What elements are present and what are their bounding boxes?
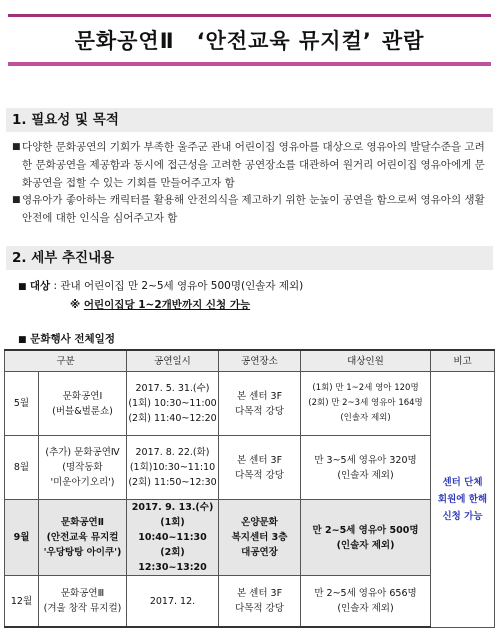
row-event: 문화공연Ⅱ (안전교육 뮤지컬 '우당탕탕 아이쿠') [39,500,127,576]
row-people: (1회) 만 1~2세 영아 120명 (2회) 만 2~3세 영유아 164명 (인솔자 제외) [301,372,431,436]
row-event: 문화공연Ⅲ (겨울 창작 뮤지컬) [39,576,127,628]
bullet-square-icon: ■ [18,282,27,292]
table-row [5,372,495,436]
header-people: 대상인원 [301,350,431,372]
title-part3: 관람 [381,29,425,53]
title-part2: ‘안전교육 뮤지컬’ [196,29,372,53]
header-place: 공연장소 [219,350,301,372]
schedule-table [4,349,495,628]
row-datetime: 2017. 9. 13.(수) (1회) 10:40~11:30 (2회) 12:30~13:20 [127,500,219,576]
document-title [8,17,491,62]
row-place: 본 센터 3F 다목적 강당 [219,436,301,500]
target-label: 대상 [29,280,51,292]
table-row-highlighted [5,500,495,576]
row-datetime: 2017. 12. [127,576,219,628]
target-text: 관내 어린이집 만 2~5세 영유아 500명(인솔자 제외) [60,280,304,292]
header-category: 구분 [5,350,127,372]
target-line: ■ 대상 : 관내 어린이집 만 2~5세 영유아 500명(인솔자 제외) [18,280,304,292]
schedule-label-text: 문화행사 전체일정 [30,333,115,345]
row-place: 본 센터 3F 다목적 강당 [219,372,301,436]
row-place: 본 센터 3F 다목적 강당 [219,576,301,628]
row-people: 만 2~5세 영유아 656명 (인솔자 제외) [301,576,431,628]
row-place: 온양문화 복지센터 3층 대공연장 [219,500,301,576]
target-note [70,297,250,312]
row-month: 5월 [5,372,39,436]
row-people: 만 2~5세 영유아 500명 (인솔자 제외) [301,500,431,576]
document-title-block [8,14,491,66]
table-row [5,576,495,628]
target-note-text: 어린이집당 1~2개반까지 신청 가능 [83,299,251,311]
schedule-label [18,331,115,346]
row-datetime: 2017. 5. 31.(수) (1회) 10:30~11:00 (2회) 11:40~12:20 [127,372,219,436]
section1-bullet1 [12,138,488,192]
section1-bullet2-text: 영유아가 좋아하는 캐릭터를 활용해 안전의식을 제고하기 위한 눈높이 공연을 함으로써 영유아의 생활 안전에 대한 인식을 심어주고자 함 [22,194,485,224]
remark-cell: 센터 단체 회원에 한해 신청 가능 [431,372,495,628]
row-event: 문화공연Ⅰ (버블&벌룬쇼) [39,372,127,436]
row-event: (추가) 문화공연Ⅳ (명작동화 '미운아기오리') [39,436,127,500]
section2-heading: 2. 세부 추진내용 [6,246,493,270]
bullet-square-icon: ■ [12,142,21,152]
title-part1: 문화공연Ⅱ [74,29,175,53]
row-month: 12월 [5,576,39,628]
section1-bullet1-text: 다양한 문화공연의 기회가 부족한 울주군 관내 어린이집 영유아를 대상으로 영유아의 발달수준을 고려한 문화공연을 제공함과 동시에 접근성을 고려한 공연장소를 대관하여 원거리 어린이집 영유아에게 문화공연을 접할 수 있는 기회를 만들어주고자 함 [22,141,485,189]
note-mark: ※ [70,299,81,311]
row-datetime: 2017. 8. 22.(화) (1회)10:30~11:10 (2회) 11:50~12:30 [127,436,219,500]
header-remark: 비고 [431,350,495,372]
header-datetime: 공연일시 [127,350,219,372]
row-month: 9월 [5,500,39,576]
bullet-square-icon: ■ [18,335,27,345]
table-header-row [5,350,495,372]
row-month: 8월 [5,436,39,500]
section1-bullet2 [12,191,488,227]
title-bottom-rule [8,62,491,66]
section1-heading: 1. 필요성 및 목적 [6,108,493,132]
bullet-square-icon: ■ [12,195,21,205]
row-people: 만 3~5세 영유아 320명 (인솔자 제외) [301,436,431,500]
table-row [5,436,495,500]
